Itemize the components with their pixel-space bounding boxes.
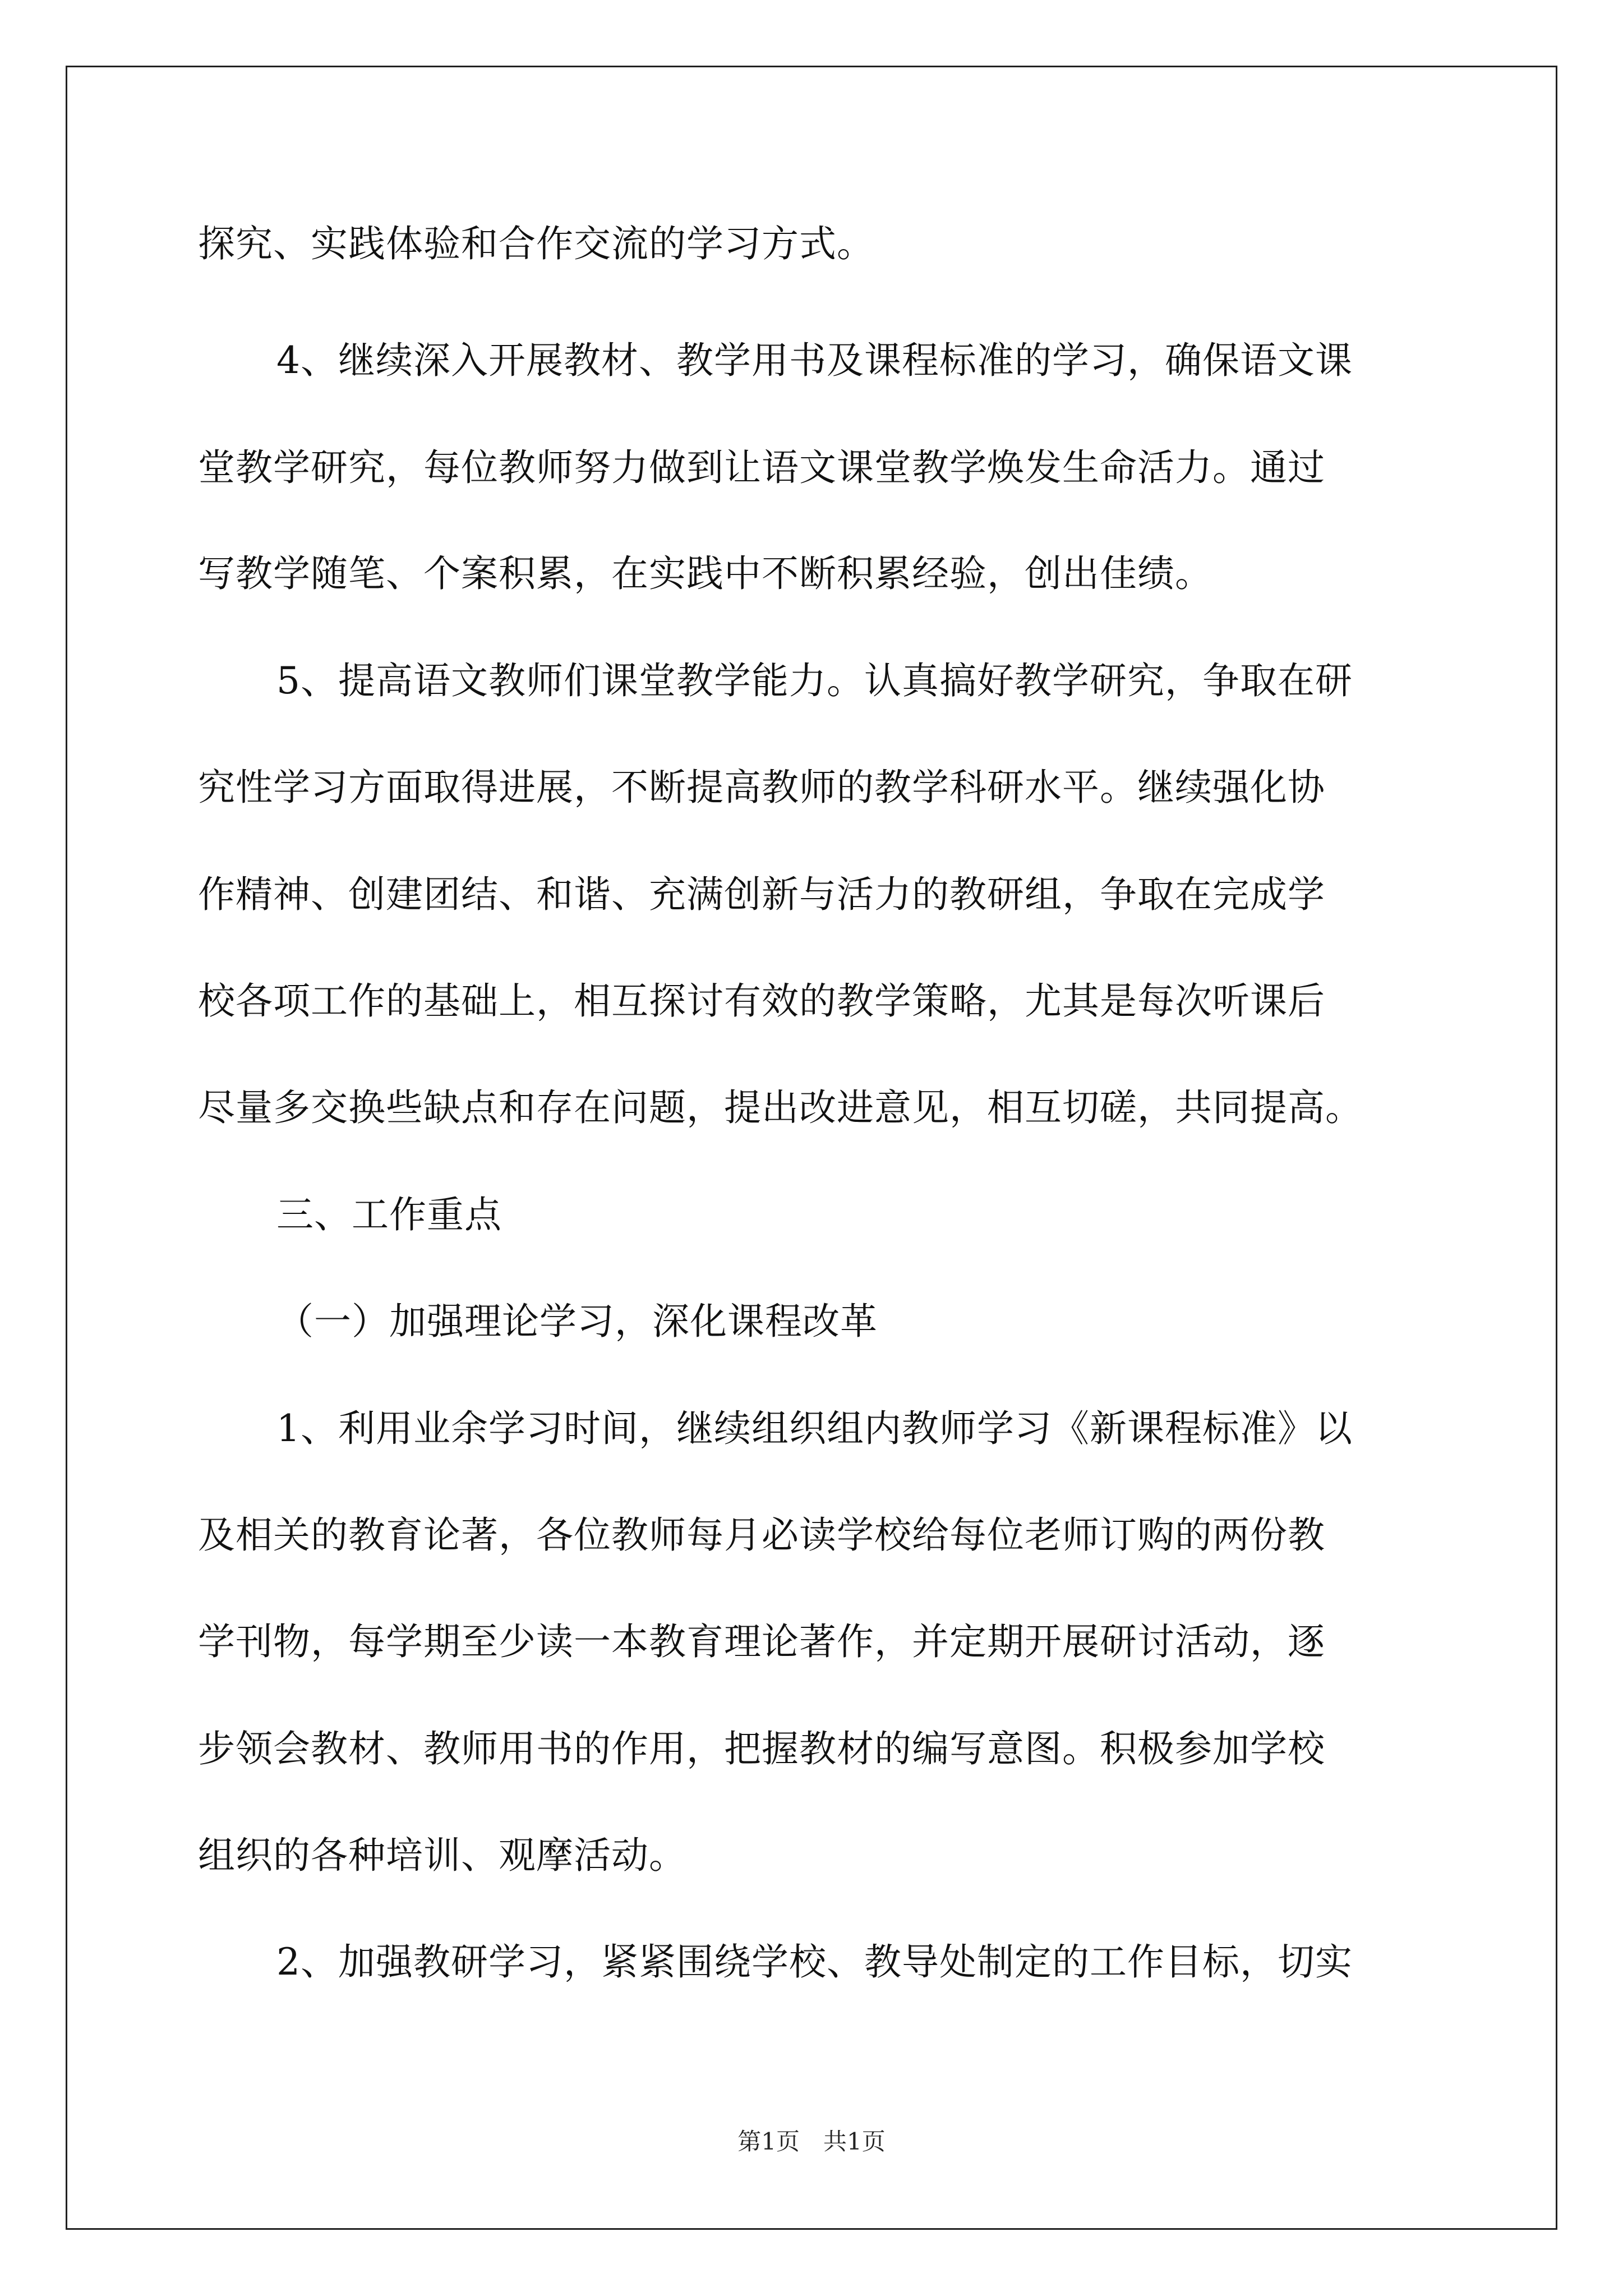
paragraph-line: 探究、实践体验和合作交流的学习方式。 xyxy=(198,222,874,265)
paragraph-line: 步领会教材、教师用书的作用，把握教材的编写意图。积极参加学校 xyxy=(198,1727,1325,1770)
paragraph-line: 5、提高语文教师们课堂教学能力。认真搞好教学研究，争取在研 xyxy=(276,659,1353,702)
paragraph-line: 作精神、创建团结、和谐、充满创新与活力的教研组，争取在完成学 xyxy=(198,873,1325,916)
paragraph-line: 及相关的教育论著，各位教师每月必读学校给每位老师订购的两份教 xyxy=(198,1513,1325,1557)
paragraph-line: 学刊物，每学期至少读一本教育理论著作，并定期开展研讨活动，逐 xyxy=(198,1620,1325,1663)
paragraph-line: 校各项工作的基础上，相互探讨有效的教学策略，尤其是每次听课后 xyxy=(198,979,1325,1023)
paragraph-line: 4、继续深入开展教材、教学用书及课程标准的学习，确保语文课 xyxy=(276,339,1353,382)
page-number: 第1页 共1页 xyxy=(737,2128,886,2155)
section-heading: 三、工作重点 xyxy=(276,1193,502,1236)
paragraph-line: 2、加强教研学习，紧紧围绕学校、教导处制定的工作目标，切实 xyxy=(276,1940,1353,1984)
paragraph-line: 尽量多交换些缺点和存在问题，提出改进意见，相互切磋，共同提高。 xyxy=(198,1086,1363,1129)
page-border xyxy=(66,66,1557,2230)
paragraph-line: 堂教学研究，每位教师努力做到让语文课堂教学焕发生命活力。通过 xyxy=(198,446,1325,489)
paragraph-line: 1、利用业余学习时间，继续组织组内教师学习《新课程标准》以 xyxy=(276,1407,1353,1450)
paragraph-line: 写教学随笔、个案积累，在实践中不断积累经验，创出佳绩。 xyxy=(198,552,1212,595)
paragraph-line: 组织的各种培训、观摩活动。 xyxy=(198,1834,686,1877)
paragraph-line: 究性学习方面取得进展，不断提高教师的教学科研水平。继续强化协 xyxy=(198,766,1325,809)
subsection-heading: （一）加强理论学习，深化课程改革 xyxy=(276,1300,878,1343)
